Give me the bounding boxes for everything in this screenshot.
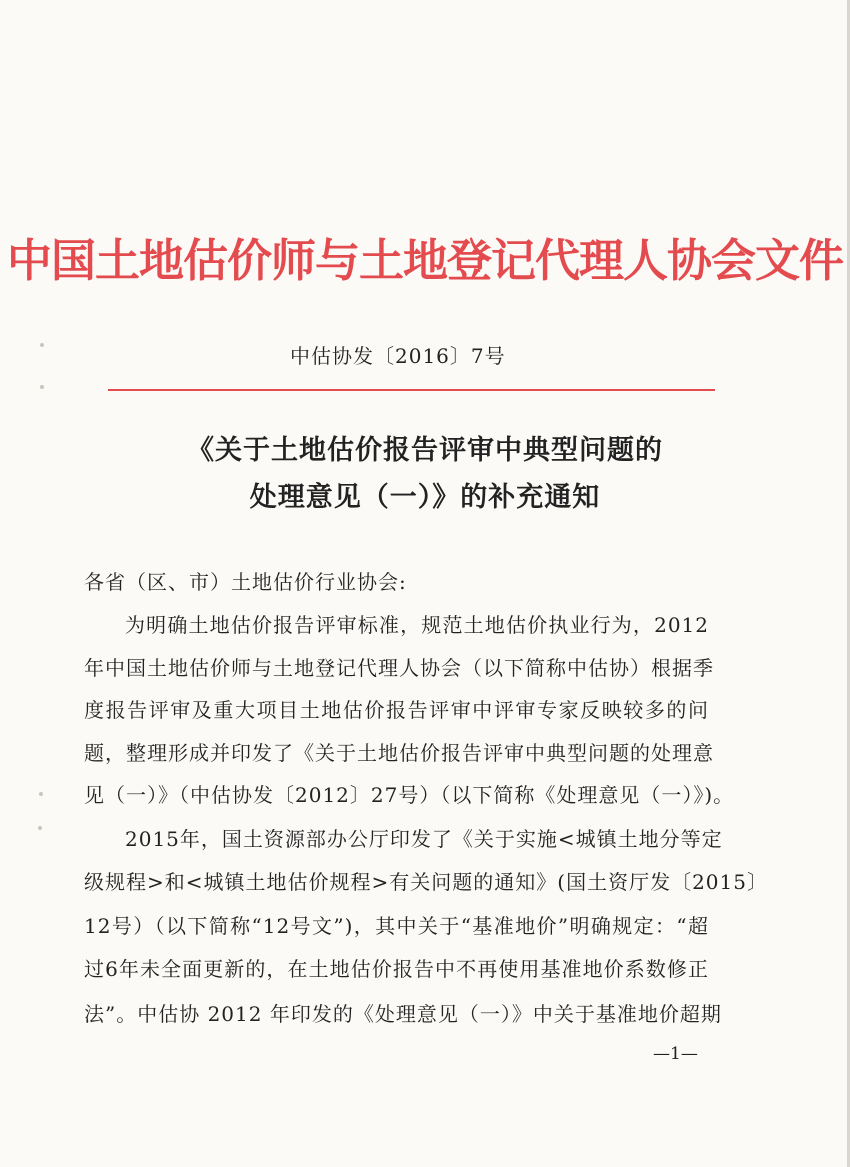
paragraph-line: 见（一）》（中估协发〔2012〕27号）（以下简称《处理意见（一）》)。 — [84, 783, 735, 807]
paragraph-line: 年中国土地估价师与土地登记代理人协会（以下简称中估协）根据季 — [84, 656, 714, 680]
paragraph-line: 2015年，国土资源部办公厅印发了《关于实施<城镇土地分等定 — [125, 827, 723, 851]
paragraph-line: 12号）（以下简称“12号文”)，其中关于“基准地价”明确规定：“超 — [84, 914, 709, 938]
paragraph-line: 过6年未全面更新的，在土地估价报告中不再使用基准地价系数修正 — [84, 957, 709, 981]
paragraph-line: 题，整理形成并印发了《关于土地估价报告评审中典型问题的处理意 — [84, 741, 714, 765]
document-title-line-1: 《关于土地估价报告评审中典型问题的 — [187, 435, 663, 466]
scan-mark — [38, 826, 42, 830]
paragraph-line: 级规程>和<城镇土地估价规程>有关问题的通知》(国土资厅发〔2015〕 — [84, 870, 768, 894]
document-title-line-2: 处理意见（一）》的补充通知 — [249, 482, 601, 513]
paragraph-line: 法”。中估协 2012 年印发的《处理意见（一）》中关于基准地价超期 — [84, 1002, 722, 1026]
organization-header: 中国土地估价师与土地登记代理人协会文件 — [6, 234, 843, 287]
paragraph-line: 为明确土地估价报告评审标准，规范土地估价执业行为，2012 — [125, 613, 709, 637]
paragraph-line: 度报告评审及重大项目土地估价报告评审中评审专家反映较多的问 — [84, 698, 709, 722]
scan-mark — [39, 792, 43, 796]
red-divider — [108, 389, 715, 391]
document-number: 中估协发〔2016〕7号 — [290, 344, 506, 368]
salutation: 各省（区、市）土地估价行业协会: — [84, 570, 407, 594]
page-number: —1— — [653, 1044, 698, 1064]
scan-mark — [40, 343, 44, 347]
scan-mark — [40, 385, 44, 389]
